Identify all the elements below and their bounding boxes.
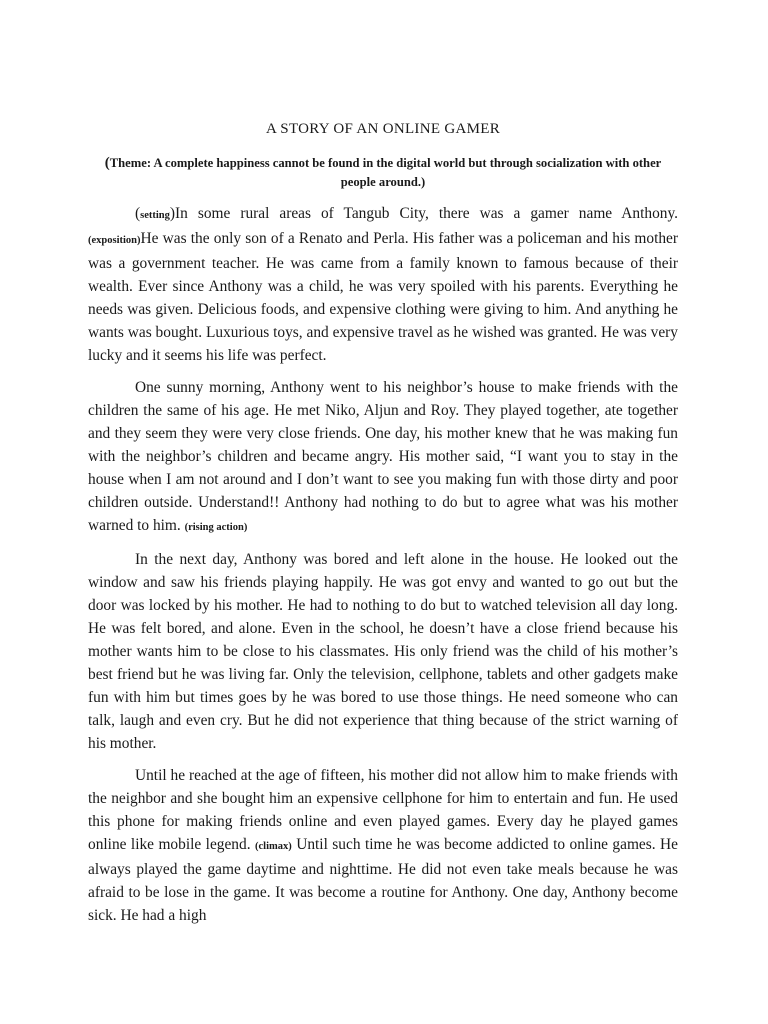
- story-element-tag: (exposition): [88, 235, 141, 246]
- paragraph-text: (: [135, 205, 141, 222]
- document-theme: [88, 154, 678, 192]
- paragraph-text: Until he reached at the age of fifteen, his mother did not allow him to make friends with the neighbor and she bought him an expensive cellphone for him to entertain and fun. He used this phone for making friends online and even played games. Every day he played games online like mobile legend.: [88, 767, 678, 853]
- story-element-tag: (climax): [255, 841, 292, 852]
- paragraph-text: In the next day, Anthony was bored and left alone in the house. He looked out the window and saw his friends playing happily. He was got envy and wanted to go out but the door was locked by his mother. He had to nothing to do but to watched television all day long. He was felt bored, and alone. Even in the school, he doesn’t have a close friend because his mother wants him to be close to his classmates. His only friend was the child of his mother’s best friend but he was living far. Only the television, cellphone, tablets and other gadgets make fun with him but times goes by he was bored to use those things. He need someone who can talk, laugh and even cry. But he did not experience that thing because of the strict warning of his mother.: [88, 551, 678, 752]
- paragraph-text: Until such time he was become addicted to online games. He always played the game daytime and nighttime. He did not even take meals because he was afraid to be lose in the game. It was become a routine for Anthony. One day, Anthony become sick. He had a high: [88, 836, 678, 924]
- paragraph-text: One sunny morning, Anthony went to his neighbor’s house to make friends with the children the same of his age. He met Niko, Aljun and Roy. They played together, ate together and they seem they were very close friends. One day, his mother knew that he was making fun with the neighbor’s children and became angry. His mother said, “I want you to stay in the house when I am not around and I don’t want to see you making fun with those dirty and poor children outside. Understand!! Anthony had nothing to do but to agree what was his mother warned to him.: [88, 379, 678, 534]
- document-title: A STORY OF AN ONLINE GAMER: [265, 121, 501, 137]
- paragraph-3: [88, 548, 678, 755]
- paragraph-1: [88, 202, 678, 367]
- paragraph-2: [88, 376, 678, 539]
- document-page: [88, 118, 678, 936]
- theme-text: Theme: A complete happiness cannot be found in the digital world but through socialization with other people around.): [109, 156, 662, 189]
- paragraph-4: [88, 764, 678, 927]
- story-element-tag: (rising action): [184, 522, 248, 533]
- story-element-tag: setting: [140, 210, 170, 221]
- theme-open-paren: (: [104, 155, 110, 171]
- paragraph-text: He was the only son of a Renato and Perla. His father was a policeman and his mother was a government teacher. He was came from a family known to famous because of their wealth. Ever since Anthony was a child, he was very spoiled with his parents. Everything he needs was given. Delicious foods, and expensive clothing were giving to him. And anything he wants was bought. Luxurious toys, and expensive travel as he wished was granted. He was very lucky and it seems his life was perfect.: [88, 230, 678, 364]
- paragraph-text: )In some rural areas of Tangub City, there was a gamer name Anthony.: [169, 205, 678, 222]
